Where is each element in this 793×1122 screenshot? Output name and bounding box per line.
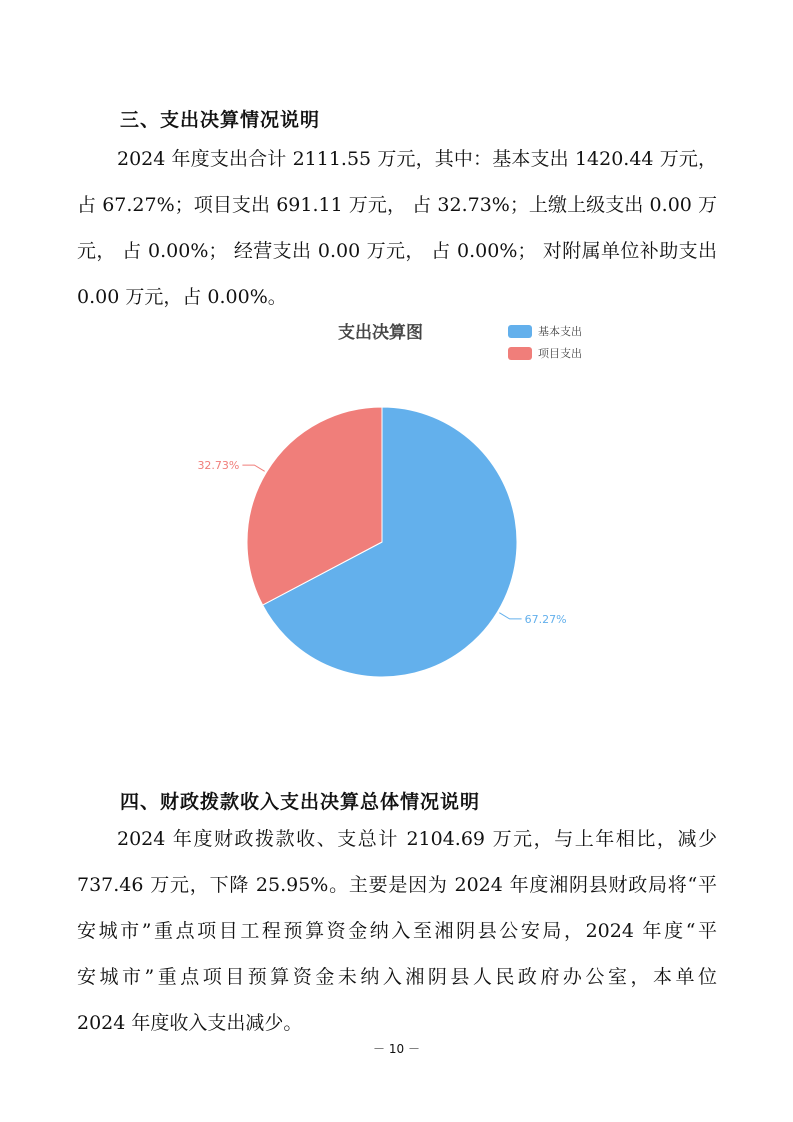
section3-heading: 三、支出决算情况说明 bbox=[120, 109, 321, 131]
section4-heading: 四、财政拨款收入支出决算总体情况说明 bbox=[120, 791, 481, 813]
chart-title: 支出决算图 bbox=[338, 323, 423, 343]
paragraph-line: 0.00 万元，占 0.00%。 bbox=[77, 286, 287, 308]
page-number: － 10 － bbox=[373, 1042, 420, 1056]
leader-line-basic bbox=[499, 613, 521, 619]
paragraph-line: 占 67.27%；项目支出 691.11 万元， 占 32.73%；上缴上级支出 0.00 万 bbox=[77, 194, 717, 216]
data-label-basic: 67.27% bbox=[524, 612, 567, 626]
leader-line-project bbox=[242, 465, 264, 471]
paragraph-line: 安城市”重点项目预算资金未纳入湘阴县人民政府办公室，本单位 bbox=[77, 966, 717, 988]
section4-paragraph bbox=[77, 816, 717, 1046]
paragraph-line: 2024 年度收入支出减少。 bbox=[77, 1012, 303, 1034]
paragraph-line: 2024 年度财政拨款收、支总计 2104.69 万元，与上年相比，减少 bbox=[117, 828, 717, 850]
legend-label: 基本支出 bbox=[538, 325, 582, 338]
paragraph-line: 2024 年度支出合计 2111.55 万元，其中：基本支出 1420.44 万元， bbox=[117, 148, 717, 170]
paragraph-line: 安城市”重点项目工程预算资金纳入至湘阴县公安局，2024 年度“平 bbox=[77, 920, 717, 942]
paragraph-line: 元， 占 0.00%； 经营支出 0.00 万元， 占 0.00%； 对附属单位补助支出 bbox=[77, 240, 717, 262]
paragraph-line: 737.46 万元，下降 25.95%。主要是因为 2024 年度湘阴县财政局将“平 bbox=[77, 874, 717, 896]
data-label-project: 32.73% bbox=[197, 459, 240, 473]
legend-label: 项目支出 bbox=[538, 347, 582, 360]
